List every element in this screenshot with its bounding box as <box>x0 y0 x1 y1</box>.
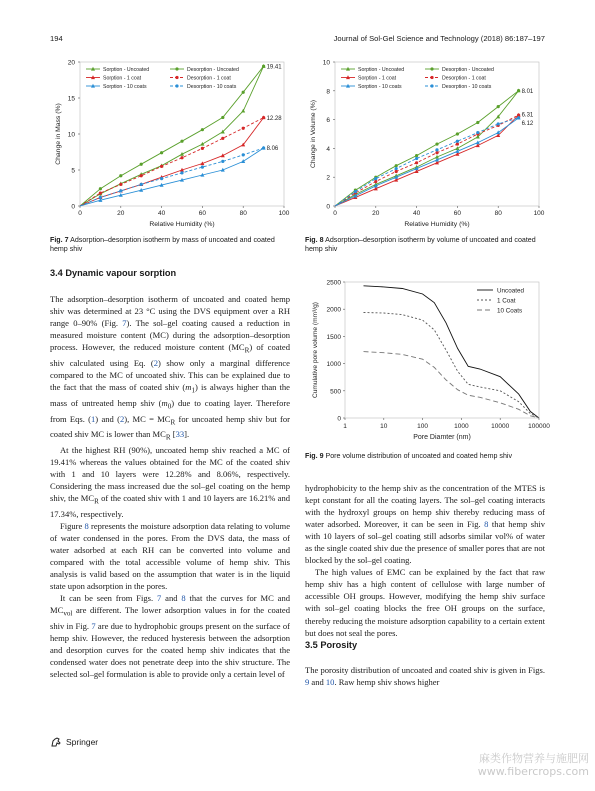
data-point <box>262 116 265 119</box>
fig8-caption-label: Fig. 8 <box>305 236 324 244</box>
series-line <box>80 118 264 206</box>
data-point <box>435 151 438 154</box>
y-tick-label: 10 <box>322 59 330 67</box>
data-point <box>415 157 418 160</box>
data-point <box>374 180 377 183</box>
legend-entry: Sorption - 10 coats <box>103 84 147 90</box>
data-point <box>456 142 459 145</box>
data-point <box>354 190 357 193</box>
data-point <box>395 164 398 167</box>
series-line <box>80 148 264 206</box>
equation-ref-link[interactable]: 2 <box>153 357 159 368</box>
data-point <box>242 153 245 156</box>
fig7-chart <box>50 52 295 232</box>
data-point <box>140 163 143 166</box>
legend-entry: Sorption - Uncoated <box>358 67 405 73</box>
end-value-label: 8.01 <box>521 88 534 95</box>
fig7-caption-label: Fig. 7 <box>50 236 69 244</box>
legend-entry: Uncoated <box>497 287 524 295</box>
paragraph: Figure 8 represents the moisture adsorption data relating to volume of water condensed in the pores. From the DVS data, the mass of water adsorbed at each RH can be converted into volume and compared with the total accessible volume of hemp shiv. This analysis is valid based on the assumption that water is in the liquid state upon adsorption in the pores. <box>50 521 290 592</box>
paragraph: At the highest RH (90%), uncoated hemp shiv reached a MC of 19.41% whereas the values obtained for the MC of the coated shiv with 1 and 10 layers were 12.28% and 8.06%, respectively. Considering the mass increased due the sol–gel coating on the hemp shiv, the $MC_R$ of the coated shiv with 1 and 10 layers are 16.21% and 17.34%, respectively. <box>50 445 290 519</box>
data-point <box>221 116 224 119</box>
x-tick-label: 20 <box>372 210 380 217</box>
data-point <box>374 177 377 180</box>
x-tick-label: 1000 <box>454 423 469 430</box>
y-tick-label: 2500 <box>326 279 341 287</box>
end-value-label: 6.31 <box>521 112 534 119</box>
x-tick-label: 40 <box>412 210 421 217</box>
end-value-label: 8.06 <box>266 146 279 153</box>
fig8-chart <box>305 52 550 232</box>
series-line <box>364 286 540 418</box>
paragraph: hydrophobicity to the hemp shiv as the concentration of the MTES is kept constant for all the coating layers. The sol–gel coating interacts with the hydroxyl groups on hemp shiv thereby reducing mass of water adsorbed. Moreover, it can be seen in Fig. 8 that hemp shiv with 10 layers of sol–gel coating still adsorbs similar vol% of water as the single coated shiv due the presence of smaller pores that are not blocked by the sol–gel coating. <box>305 483 545 566</box>
legend-entry: Desorption - 10 coats <box>187 84 237 90</box>
y-tick-label: 2 <box>326 174 330 182</box>
paragraph: The high values of EMC can be explained by the fact that raw hemp shiv has a high content of cellulose with large number of accessible OH groups. However, modifying the hemp shiv surface with sol–gel coating blocks the free OH groups on the surface, thereby reducing the moisture adsorption capability to a certain extent but does not seal the pores. <box>305 567 545 638</box>
y-tick-label: 8 <box>326 88 330 96</box>
series-line <box>80 148 264 206</box>
figure-ref-link[interactable]: 9 <box>305 677 310 688</box>
y-tick-label: 2000 <box>326 306 341 314</box>
legend-entry: 10 Coats <box>497 307 523 315</box>
section-3-4-title: 3.4 Dynamic vapour sorption <box>50 268 177 278</box>
legend-marker <box>430 67 433 70</box>
data-point <box>456 132 459 135</box>
legend-marker <box>175 67 178 70</box>
x-tick-label: 20 <box>117 210 125 217</box>
legend-entry: 1 Coat <box>497 297 516 305</box>
legend-entry: Sorption - 1 coat <box>358 75 397 82</box>
data-point <box>180 171 183 174</box>
end-value-label: 6.12 <box>521 121 534 128</box>
watermark <box>478 752 589 778</box>
y-tick-label: 6 <box>326 117 330 125</box>
data-point <box>160 151 163 154</box>
data-point <box>119 183 122 186</box>
x-tick-label: 100 <box>533 210 545 217</box>
y-tick-label: 0 <box>337 415 341 423</box>
data-point <box>99 187 102 190</box>
x-tick-label: 100 <box>278 210 290 217</box>
y-tick-label: 1000 <box>326 361 341 369</box>
x-tick-label: 0 <box>333 210 337 217</box>
paragraph: It can be seen from Figs. 7 and 8 that the curves for MC and $MC_{vol}$ are different. The lower adsorption values in for the coated shiv in Fig. 7 are due to hydrophobic groups present on the surface of hemp shiv. However, the reduced hysteresis between the adsorption and desorption curves for the coated hemp shiv indicates that the condensed water does not penetrate deep into the shiv structure. The selected sol–gel formulation is able to provide only a certain level of <box>50 593 290 680</box>
data-point <box>221 160 224 163</box>
y-axis-label: Cumulative pore volume (mm³/g) <box>312 301 319 399</box>
x-tick-label: 80 <box>494 210 502 217</box>
data-point <box>242 91 245 94</box>
x-tick-label: 80 <box>239 210 247 217</box>
data-point <box>395 167 398 170</box>
journal-running-head: Journal of Sol-Gel Science and Technology (2018) 86:187–197 <box>333 34 545 43</box>
data-point <box>99 191 102 194</box>
fig9-caption-label: Fig. 9 <box>305 452 324 460</box>
left-column-text <box>50 293 290 680</box>
data-point <box>262 146 265 149</box>
data-point <box>496 130 500 134</box>
y-tick-label: 0 <box>326 203 330 211</box>
data-point <box>517 116 520 119</box>
data-point <box>415 154 418 157</box>
data-point <box>201 147 204 150</box>
watermark-url: www.fibercrops.com <box>477 765 589 778</box>
x-tick-label: 1 <box>343 423 347 430</box>
end-value-label: 12.28 <box>266 115 282 122</box>
y-tick-label: 10 <box>67 131 75 139</box>
data-point <box>395 170 398 173</box>
y-tick-label: 15 <box>67 95 75 103</box>
data-point <box>456 140 459 143</box>
data-point <box>160 177 163 180</box>
data-point <box>435 148 438 151</box>
legend-entry: Desorption - 1 coat <box>442 75 486 82</box>
x-tick-label: 10000 <box>491 423 510 430</box>
fig7-caption-text: Adsorption–desorption isotherm by mass of uncoated and coated hemp shiv <box>50 236 275 254</box>
data-point <box>99 196 102 199</box>
figure-ref-link[interactable]: 8 <box>84 521 89 532</box>
legend-entry: Desorption - 10 coats <box>442 84 492 90</box>
legend-entry: Desorption - 1 coat <box>187 75 231 82</box>
figure-ref-link[interactable]: 10 <box>325 677 335 688</box>
citation-ref-link[interactable]: 33 <box>175 429 185 440</box>
paragraph: The porosity distribution of uncoated and coated shiv is given in Figs. 9 and 10. Raw hemp shiv shows higher <box>305 665 545 688</box>
x-axis-label: Relative Humidity (%) <box>404 221 470 228</box>
fig8-caption-text: Adsorption–desorption isotherm by volume of uncoated and coated hemp shiv <box>305 236 536 254</box>
legend-marker <box>430 84 433 87</box>
data-point <box>476 121 479 124</box>
equation-ref-link[interactable]: 1 <box>91 413 96 424</box>
data-point <box>140 174 143 177</box>
figure-ref-link[interactable]: 7 <box>122 318 127 329</box>
y-tick-label: 500 <box>330 388 341 396</box>
watermark-cn: 麻类作物营养与施肥网 <box>479 752 589 765</box>
y-tick-label: 0 <box>71 203 75 211</box>
x-tick-label: 60 <box>198 210 207 217</box>
data-point <box>160 165 163 168</box>
data-point <box>221 137 224 140</box>
fig9-caption <box>305 452 545 461</box>
data-point <box>201 128 204 131</box>
data-point <box>241 109 245 113</box>
fig9-caption-text: Pore volume distribution of uncoated and coated hemp shiv <box>323 452 513 460</box>
series-line <box>364 313 540 419</box>
data-point <box>262 65 265 68</box>
figure-ref-link[interactable]: 8 <box>181 593 186 604</box>
legend-marker <box>175 76 178 79</box>
right-column-text-2 <box>305 664 545 688</box>
legend-entry: Desorption - Uncoated <box>187 67 239 73</box>
legend-marker <box>430 76 433 79</box>
legend-entry: Desorption - Uncoated <box>442 67 494 73</box>
y-tick-label: 1500 <box>326 333 341 341</box>
data-point <box>497 105 500 108</box>
data-point <box>201 166 204 169</box>
fig7-caption <box>50 236 290 255</box>
legend-entry: Sorption - Uncoated <box>103 67 150 73</box>
paragraph: The adsorption–desorption isotherm of uncoated and coated hemp shiv was determined at 23 °C using the DVS equipment over a RH range 0–90% (Fig. 7). The sol–gel coating caused a reduction in measured moisture content (MC) during the adsorption–desorption process. However, the reduced moisture content $(MC_R)$ of coated shiv calculated using Eq. (2) show only a marginal difference compared to the MC of uncoated shiv. This can be explained due to the fact that the mass of coated shiv $(m_1)$ is always higher than the mass of untreated hemp shiv $(m_0)$ due to coating layer. Therefore from Eqs. (1) and (2), MC = $MC_R$ for uncoated hemp shiv but for coated shiv MC is lower than $MC_R$ [33]. <box>50 294 291 442</box>
equation-ref-link[interactable]: 2 <box>119 413 125 424</box>
x-tick-label: 0 <box>78 210 82 217</box>
x-tick-label: 100000 <box>528 423 550 430</box>
legend-marker <box>175 84 178 87</box>
publisher-name: Springer <box>66 737 99 747</box>
figure-ref-link[interactable]: 7 <box>91 621 96 632</box>
data-point <box>242 127 245 130</box>
legend-entry: Sorption - 1 coat <box>103 75 142 82</box>
x-tick-label: 60 <box>453 210 462 217</box>
data-point <box>497 122 500 125</box>
figure-ref-link[interactable]: 8 <box>484 519 489 530</box>
y-axis-label: Change in Volume (%) <box>310 99 317 169</box>
data-point <box>180 140 183 143</box>
fig9-chart <box>305 272 550 444</box>
data-point <box>435 142 438 145</box>
data-point <box>180 156 183 159</box>
data-point <box>140 183 143 186</box>
data-point <box>119 189 122 192</box>
data-point <box>415 161 418 164</box>
right-column-text <box>305 482 545 639</box>
data-point <box>119 174 122 177</box>
y-tick-label: 4 <box>326 145 330 153</box>
section-3-5-title: 3.5 Porosity <box>305 640 358 650</box>
end-value-label: 19.41 <box>266 64 282 71</box>
fig8-caption <box>305 236 545 255</box>
x-tick-label: 40 <box>157 210 166 217</box>
springer-logo <box>50 736 98 748</box>
data-point <box>517 89 520 92</box>
legend-entry: Sorption - 10 coats <box>358 84 402 90</box>
springer-horse-icon <box>50 736 62 748</box>
x-axis-label: Pore Diamter (nm) <box>413 434 471 441</box>
data-point <box>476 131 479 134</box>
page-number: 194 <box>50 34 63 43</box>
figure-ref-link[interactable]: 7 <box>157 593 162 604</box>
y-tick-label: 20 <box>67 59 75 67</box>
series-line <box>364 352 540 418</box>
x-tick-label: 100 <box>417 423 429 430</box>
x-axis-label: Relative Humidity (%) <box>149 221 215 228</box>
data-point <box>241 159 245 163</box>
x-tick-label: 10 <box>380 423 388 430</box>
y-axis-label: Change in Mass (%) <box>55 103 62 165</box>
y-tick-label: 5 <box>71 167 75 175</box>
